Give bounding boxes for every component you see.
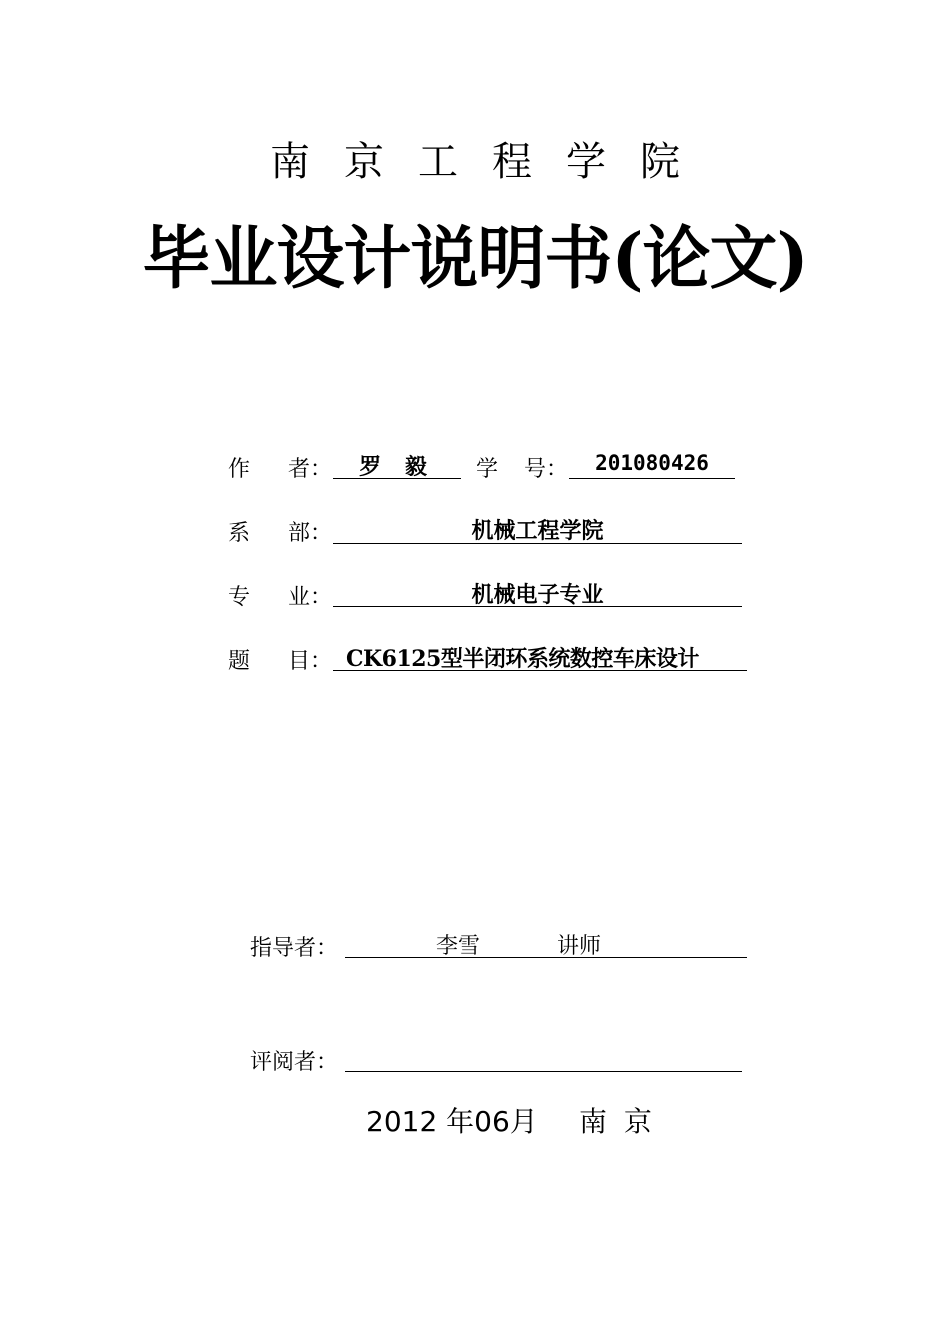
author-label-char1: 作 [228,457,251,482]
student-id-value: 201080426 [595,451,709,475]
city-text: 南 京 [579,1105,656,1138]
major-label-char1: 专 [228,585,251,610]
student-id-label-char2: 号： [524,457,569,482]
advisor-label: 指导者： [250,936,339,961]
reviewer-underline [345,1071,742,1072]
student-id-label-char1: 学 [476,457,499,482]
department-label-char2: 部： [288,521,333,546]
author-label-char2: 者： [288,457,333,482]
department-label-char1: 系 [228,521,251,546]
department-value: 机械工程学院 [471,518,604,544]
major-value: 机械电子专业 [471,582,604,608]
advisor-title: 讲师 [557,934,602,959]
date-text: 2012 年06月 [366,1105,538,1138]
topic-label-char1: 题 [228,649,251,674]
student-id-underline [569,478,735,479]
reviewer-label: 评阅者： [250,1050,339,1075]
topic-value: CK6125型半闭环系统数控车床设计 [346,646,699,672]
major-label-char2: 业： [288,585,333,610]
topic-label-char2: 目： [288,649,333,674]
document-title: 毕业设计说明书(论文) [142,219,808,299]
advisor-name: 李雪 [436,934,481,959]
author-value: 罗 毅 [359,454,435,480]
advisor-underline [345,957,747,958]
school-name: 南京工程学院 [270,139,714,185]
